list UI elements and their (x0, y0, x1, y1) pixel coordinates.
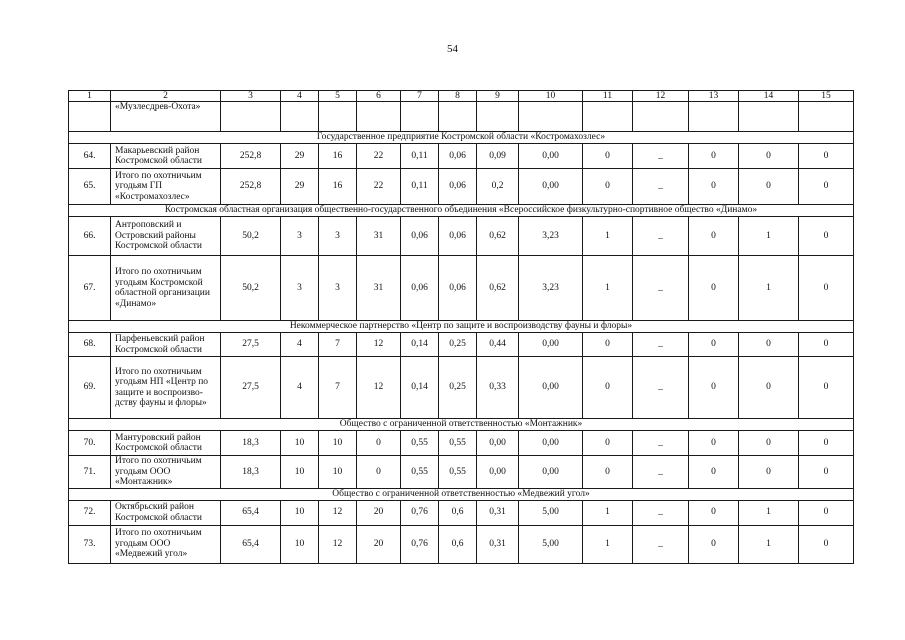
table-cell: 0 (689, 357, 739, 419)
table-cell: 0,55 (439, 431, 477, 456)
table-cell: 0,09 (477, 144, 519, 169)
table-cell: 50,2 (221, 217, 281, 256)
table-row (69, 169, 854, 205)
column-number: 10 (519, 91, 583, 102)
table-cell: 0 (739, 456, 799, 489)
table-cell (583, 102, 633, 132)
table-cell: 0 (739, 333, 799, 357)
table-cell: _ (633, 456, 689, 489)
table-cell: 27,5 (221, 333, 281, 357)
table-row (69, 357, 854, 419)
table-cell: 65,4 (221, 525, 281, 563)
table-cell: 0,76 (401, 525, 439, 563)
table-cell: 10 (281, 500, 319, 525)
table-cell (689, 102, 739, 132)
table-cell (739, 102, 799, 132)
table-cell: 0,06 (401, 256, 439, 321)
table-cell: 0 (799, 144, 854, 169)
table-cell: 3 (319, 217, 357, 256)
table-cell: _ (633, 169, 689, 205)
table-cell: 3 (281, 217, 319, 256)
table-cell: 0 (689, 256, 739, 321)
table-cell: 10 (281, 525, 319, 563)
row-number: 68. (69, 333, 111, 357)
column-number: 5 (319, 91, 357, 102)
table-cell: 0 (583, 144, 633, 169)
table-cell (439, 102, 477, 132)
table-cell: 0 (799, 500, 854, 525)
column-number: 15 (799, 91, 854, 102)
row-name: Октябрьский район Костромской области (111, 500, 221, 525)
table-cell: 1 (739, 256, 799, 321)
section-title: Некоммерческое партнерство «Центр по защите и воспроизводству фауны и флоры» (69, 321, 854, 333)
section-title: Общество с ограниченной ответственностью «Монтажник» (69, 419, 854, 431)
table-cell: 0,14 (401, 333, 439, 357)
row-name: Итого по охотничьим угодьям ГП «Костромахозлес» (111, 169, 221, 205)
table-cell: 0,00 (519, 144, 583, 169)
section-header-row (69, 488, 854, 500)
table-cell (477, 102, 519, 132)
table-cell: 0,76 (401, 500, 439, 525)
table-cell: 0 (583, 456, 633, 489)
table-cell: 0,25 (439, 357, 477, 419)
table-cell: 1 (583, 500, 633, 525)
table-cell: 5,00 (519, 500, 583, 525)
row-number: 71. (69, 456, 111, 489)
table-cell: 22 (357, 169, 401, 205)
table-body (69, 91, 854, 564)
row-number: 66. (69, 217, 111, 256)
column-number-row (69, 91, 854, 102)
table-cell: 16 (319, 169, 357, 205)
table-cell: 7 (319, 333, 357, 357)
table-cell: 18,3 (221, 456, 281, 489)
table-cell: 0 (799, 217, 854, 256)
table-cell: 3,23 (519, 217, 583, 256)
table-cell: 0,00 (519, 169, 583, 205)
section-header-row (69, 419, 854, 431)
column-number: 7 (401, 91, 439, 102)
table-row (69, 333, 854, 357)
table-cell (69, 102, 111, 132)
row-number: 70. (69, 431, 111, 456)
table-cell: 0 (739, 431, 799, 456)
table-row (69, 256, 854, 321)
section-header-row (69, 132, 854, 144)
table-cell: 0 (689, 456, 739, 489)
table-cell (519, 102, 583, 132)
table-cell: 50,2 (221, 256, 281, 321)
table-cell: 12 (357, 357, 401, 419)
table-cell: 0,11 (401, 144, 439, 169)
table-cell: 0,00 (519, 456, 583, 489)
table-cell: 0,11 (401, 169, 439, 205)
page-number: 54 (447, 43, 458, 55)
table-cell: 1 (739, 217, 799, 256)
table-cell: 0 (583, 333, 633, 357)
table-cell: 7 (319, 357, 357, 419)
table-cell: 0,44 (477, 333, 519, 357)
data-table (68, 90, 854, 564)
table-cell: 0,06 (439, 256, 477, 321)
row-name: Мантуровский район Костромской области (111, 431, 221, 456)
row-number: 69. (69, 357, 111, 419)
table-cell: 20 (357, 500, 401, 525)
table-cell (221, 102, 281, 132)
table-cell (633, 102, 689, 132)
table-cell: 4 (281, 357, 319, 419)
table-cell: _ (633, 144, 689, 169)
table-cell: 0 (799, 456, 854, 489)
table-cell: 27,5 (221, 357, 281, 419)
row-name: Итого по охотничьим угодьям ООО «Медвежий угол» (111, 525, 221, 563)
table-cell: 0,00 (519, 431, 583, 456)
table-cell: 0,00 (477, 456, 519, 489)
table-cell (799, 102, 854, 132)
column-number: 4 (281, 91, 319, 102)
table-cell: _ (633, 256, 689, 321)
table-row (69, 456, 854, 489)
table-cell: 0,55 (401, 456, 439, 489)
table-cell: 0 (689, 500, 739, 525)
column-number: 1 (69, 91, 111, 102)
table-cell: 31 (357, 256, 401, 321)
table-cell: 0 (689, 431, 739, 456)
row-number: 67. (69, 256, 111, 321)
row-number: 65. (69, 169, 111, 205)
column-number: 14 (739, 91, 799, 102)
table-cell (401, 102, 439, 132)
table-cell: 0,31 (477, 525, 519, 563)
table-cell: 0 (799, 525, 854, 563)
table-cell: 252,8 (221, 169, 281, 205)
column-number: 2 (111, 91, 221, 102)
table-cell: 12 (357, 333, 401, 357)
section-title: Костромская областная организация общественно-государственного объединения «Всероссийское физкультурно-спортивное общество «Динамо» (69, 205, 854, 217)
table-cell: 0 (739, 169, 799, 205)
table-cell: 1 (739, 525, 799, 563)
table-cell: 4 (281, 333, 319, 357)
table-cell: 1 (583, 525, 633, 563)
row-name: Макарьевский район Костромской области (111, 144, 221, 169)
table-cell: _ (633, 357, 689, 419)
table-cell: 0 (357, 431, 401, 456)
table-cell: _ (633, 217, 689, 256)
table-cell: 22 (357, 144, 401, 169)
table-cell: 0 (583, 357, 633, 419)
table-cell: 0 (799, 169, 854, 205)
table-cell: 10 (319, 431, 357, 456)
table-cell: 0 (689, 525, 739, 563)
row-name: Итого по охотничьим угодьям ООО «Монтажник» (111, 456, 221, 489)
table-cell: 18,3 (221, 431, 281, 456)
section-header-row (69, 321, 854, 333)
table-cell: 10 (281, 456, 319, 489)
table-cell: 0 (689, 217, 739, 256)
table-cell: 0 (357, 456, 401, 489)
table-cell: 0,14 (401, 357, 439, 419)
table-cell: 252,8 (221, 144, 281, 169)
table-cell: 0 (583, 169, 633, 205)
column-number: 6 (357, 91, 401, 102)
column-number: 3 (221, 91, 281, 102)
table-cell: 0 (689, 144, 739, 169)
table-cell: 0 (799, 333, 854, 357)
row-name: Итого по охотничьим угодьям НП «Центр по защите и воспроизво-дству фауны и флоры» (111, 357, 221, 419)
table-cell: 0 (689, 169, 739, 205)
row-name: Итого по охотничьим угодьям Костромской областной организации «Динамо» (111, 256, 221, 321)
table-cell: 0,6 (439, 500, 477, 525)
table-cell: 0,06 (439, 144, 477, 169)
table-cell: 1 (583, 217, 633, 256)
table-cell: 16 (319, 144, 357, 169)
table-cell: 20 (357, 525, 401, 563)
row-number: 64. (69, 144, 111, 169)
table-cell: 0,00 (477, 431, 519, 456)
table-cell: 0 (739, 144, 799, 169)
table-cell: 0,31 (477, 500, 519, 525)
table-cell: 0 (583, 431, 633, 456)
row-number: 72. (69, 500, 111, 525)
table-cell: 5,00 (519, 525, 583, 563)
row-number: 73. (69, 525, 111, 563)
table-cell: 29 (281, 169, 319, 205)
row-name: Антроповский и Островский районы Костромской области (111, 217, 221, 256)
table-cell: 0,62 (477, 217, 519, 256)
continuation-row (69, 102, 854, 132)
table-cell: 0,00 (519, 333, 583, 357)
table-cell: 3 (319, 256, 357, 321)
table-row (69, 525, 854, 563)
table-cell: 0,55 (439, 456, 477, 489)
table-row (69, 500, 854, 525)
section-header-row (69, 205, 854, 217)
section-title: Государственное предприятие Костромской области «Костромахозлес» (69, 132, 854, 144)
column-number: 11 (583, 91, 633, 102)
table-cell: 0,6 (439, 525, 477, 563)
table-cell: _ (633, 431, 689, 456)
column-number: 9 (477, 91, 519, 102)
table-row (69, 144, 854, 169)
table-cell: 12 (319, 500, 357, 525)
table-cell: 0,06 (439, 217, 477, 256)
table-cell: 12 (319, 525, 357, 563)
table-cell: 0,2 (477, 169, 519, 205)
table-cell: 0,55 (401, 431, 439, 456)
column-number: 8 (439, 91, 477, 102)
table-cell: _ (633, 333, 689, 357)
table-cell: 0 (689, 333, 739, 357)
table-cell: 3,23 (519, 256, 583, 321)
table-cell: 31 (357, 217, 401, 256)
column-number: 13 (689, 91, 739, 102)
table-row (69, 217, 854, 256)
table-cell: 0 (799, 357, 854, 419)
table-cell: 0,06 (401, 217, 439, 256)
table-cell (319, 102, 357, 132)
table-cell: 29 (281, 144, 319, 169)
column-number: 12 (633, 91, 689, 102)
table-cell: 10 (319, 456, 357, 489)
table-cell: 1 (583, 256, 633, 321)
table-cell: _ (633, 525, 689, 563)
table-cell: 0 (739, 357, 799, 419)
table-cell: 0,06 (439, 169, 477, 205)
table-cell: 0,25 (439, 333, 477, 357)
table-cell (281, 102, 319, 132)
table-cell: 0,33 (477, 357, 519, 419)
table-cell: 0 (799, 431, 854, 456)
row-name: Парфеньевский район Костромской области (111, 333, 221, 357)
table-cell: 65,4 (221, 500, 281, 525)
table-cell: 0 (799, 256, 854, 321)
continuation-name: «Музлесдрев-Охота» (111, 102, 221, 132)
table-cell: 0,62 (477, 256, 519, 321)
table-cell: 10 (281, 431, 319, 456)
table-cell: 1 (739, 500, 799, 525)
table-cell: 3 (281, 256, 319, 321)
table-cell: 0,00 (519, 357, 583, 419)
table-row (69, 431, 854, 456)
section-title: Общество с ограниченной ответственностью «Медвежий угол» (69, 488, 854, 500)
table-cell (357, 102, 401, 132)
table-cell: _ (633, 500, 689, 525)
